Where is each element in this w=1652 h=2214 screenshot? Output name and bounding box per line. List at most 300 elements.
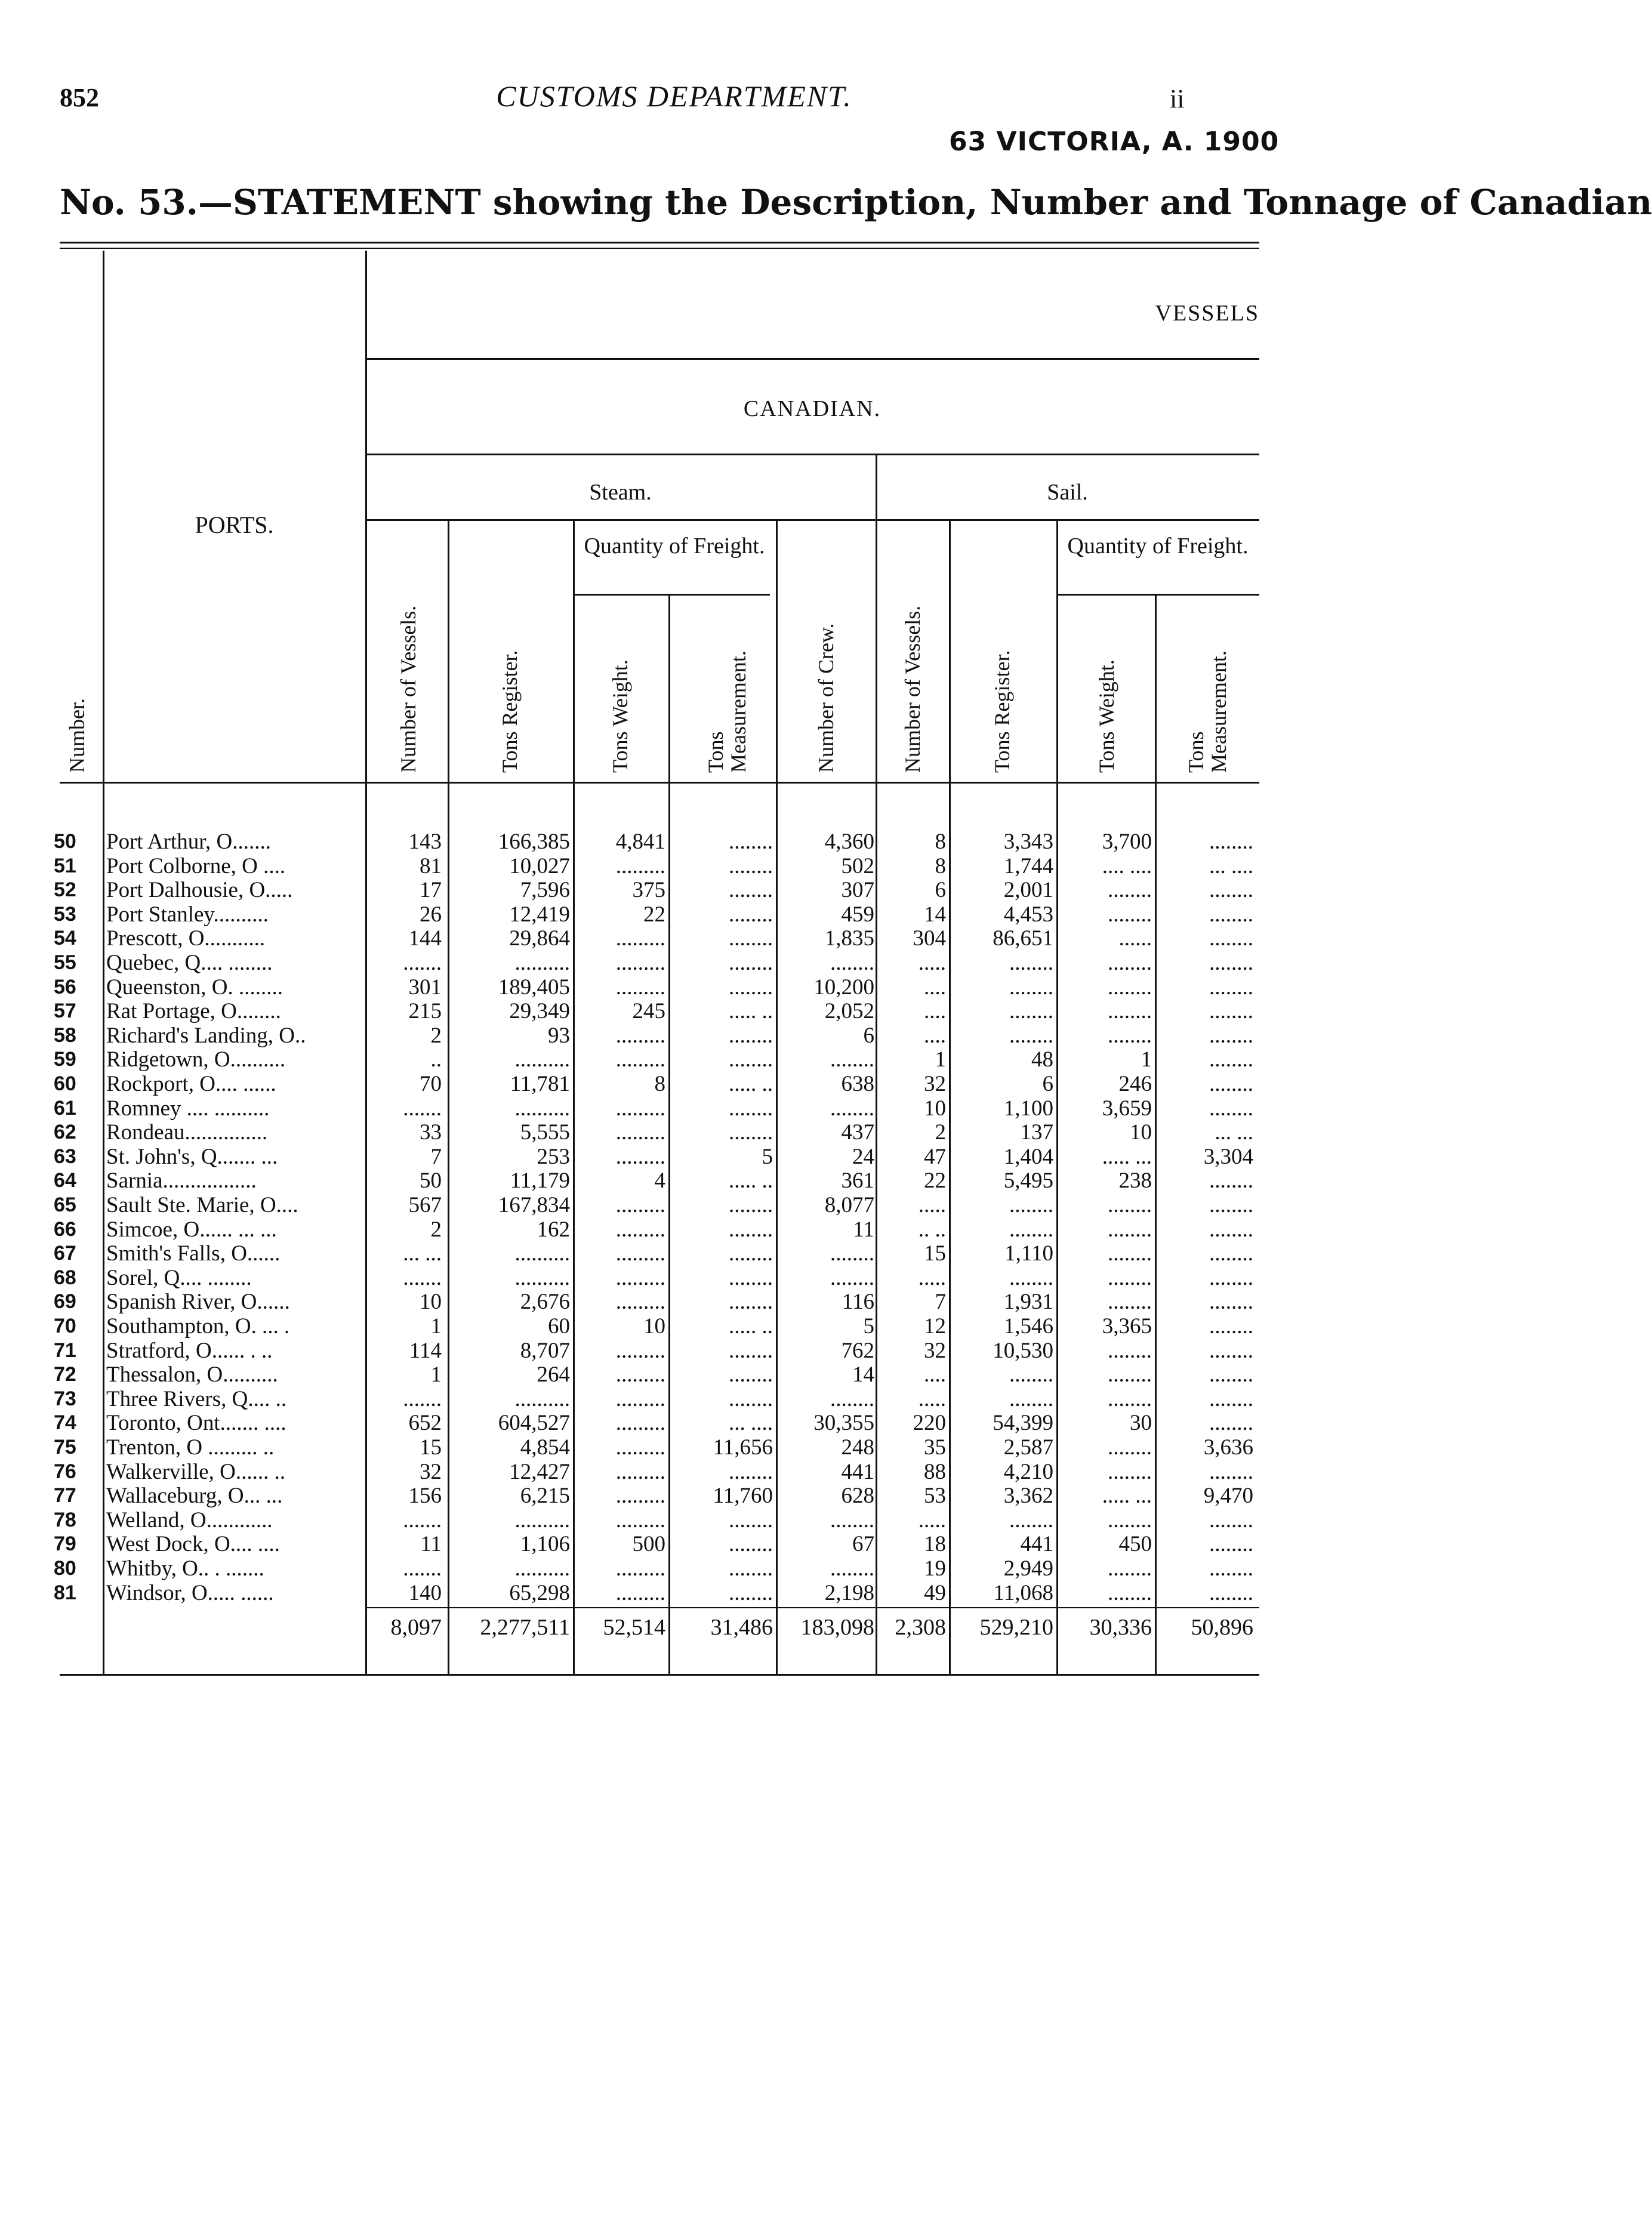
sail-measure: 3,304: [1203, 1144, 1253, 1169]
steam-register: 167,834: [498, 1193, 570, 1217]
steam-vessels: .......: [403, 1386, 442, 1411]
sail-weight: 3,365: [1102, 1314, 1152, 1339]
sail-vessels: 47: [924, 1144, 946, 1169]
sail-vessels: .....: [918, 1193, 946, 1217]
steam-vessels: .......: [403, 1096, 442, 1121]
row-number: 52: [54, 878, 76, 902]
sail-vessels: 14: [924, 902, 946, 927]
sail-register: ........: [1009, 999, 1053, 1024]
steam-register: 253: [537, 1144, 570, 1169]
crew-count: 11: [853, 1217, 874, 1242]
port-name: Trenton, O ......... ..: [106, 1435, 275, 1460]
volume-number: ii: [1170, 84, 1185, 113]
steam-register: 604,527: [498, 1411, 570, 1436]
row-number: 79: [54, 1532, 76, 1556]
table-row: [0, 1072, 1348, 1096]
sail-vessels: 22: [924, 1168, 946, 1194]
sail-measure: ........: [1209, 1338, 1253, 1363]
steam-measure: ........: [729, 1120, 773, 1145]
sail-weight: ........: [1108, 1580, 1152, 1605]
steam-weight: .........: [615, 951, 665, 975]
steam-register: 60: [548, 1314, 570, 1339]
steam-vessels: ..: [430, 1047, 442, 1072]
sail-vessels: .....: [918, 1507, 946, 1532]
steam-weight: .........: [615, 1435, 665, 1460]
table-row: [0, 1362, 1348, 1387]
sail-freight-rule: [1056, 594, 1259, 596]
sail-weight: ........: [1108, 1435, 1152, 1460]
steam-vessels: 32: [420, 1459, 442, 1484]
table-row: [0, 1411, 1348, 1435]
table-row: [0, 1387, 1348, 1411]
port-name: Simcoe, O...... ... ...: [106, 1217, 277, 1242]
sail-vessels: 304: [913, 926, 946, 951]
steam-measure: ..... ..: [729, 999, 773, 1024]
steam-vessels: 140: [408, 1580, 442, 1605]
port-name: Sarnia.................: [106, 1168, 257, 1194]
sail-weight: 30: [1130, 1411, 1152, 1436]
crew-count: 5: [863, 1314, 874, 1339]
number-column-header: Number.: [65, 698, 89, 773]
bottom-rule: [60, 1674, 1259, 1676]
row-number: 61: [54, 1096, 76, 1120]
steam-weight: 22: [643, 902, 665, 927]
steam-register: 11,781: [510, 1072, 570, 1096]
steam-weight: .........: [615, 1023, 665, 1048]
steam-register: 5,555: [520, 1120, 570, 1145]
table-row: [0, 999, 1348, 1023]
table-row: [0, 1047, 1348, 1072]
port-name: Rockport, O.... ......: [106, 1072, 276, 1096]
port-name: Welland, O............: [106, 1507, 273, 1532]
sail-measure: ........: [1209, 999, 1253, 1024]
sail-measure: ........: [1209, 926, 1253, 951]
steam-measure: ........: [729, 926, 773, 951]
steam-register: 29,864: [509, 926, 570, 951]
sail-measure: ........: [1209, 1411, 1253, 1436]
port-name: Southampton, O. ... .: [106, 1314, 290, 1339]
steam-vessels: 7: [430, 1144, 442, 1169]
steam-vessels: .......: [403, 1265, 442, 1290]
crew-count: 67: [852, 1532, 874, 1557]
steam-vessels: 652: [408, 1411, 442, 1436]
steam-measure: ........: [729, 853, 773, 878]
crew-count: ........: [830, 1047, 874, 1072]
steam-weight: 245: [632, 999, 665, 1024]
total-sail-measure: 50,896: [1191, 1615, 1253, 1640]
sail-measure: ........: [1209, 1193, 1253, 1217]
sail-measure: 9,470: [1203, 1484, 1253, 1509]
steam-weight: 500: [632, 1532, 665, 1557]
sail-vessels: ....: [924, 1362, 946, 1387]
port-name: Romney .... ..........: [106, 1096, 270, 1121]
steam-vessels: 1: [430, 1362, 442, 1387]
sail-vessels: 88: [924, 1459, 946, 1484]
sail-freight-header: Quantity of Freight.: [1067, 534, 1249, 559]
table-row: [0, 1484, 1348, 1508]
sail-vessels: 15: [924, 1241, 946, 1266]
sail-measure: ........: [1209, 1532, 1253, 1557]
table-row: [0, 1339, 1348, 1363]
crew-count: 638: [841, 1072, 874, 1096]
table-row: [0, 1145, 1348, 1169]
steam-measure: ........: [729, 1459, 773, 1484]
sail-weight: ........: [1108, 1459, 1152, 1484]
sail-register: 4,453: [1003, 902, 1053, 927]
steam-register: ..........: [514, 1241, 570, 1266]
sail-vessels: 32: [924, 1072, 946, 1096]
sail-register-header: Tons Register.: [990, 650, 1014, 773]
sail-register: 137: [1020, 1120, 1053, 1145]
row-number: 57: [54, 1000, 76, 1023]
steam-register: ..........: [514, 1096, 570, 1121]
port-name: Spanish River, O......: [106, 1290, 290, 1315]
steam-register: ..........: [514, 1386, 570, 1411]
sail-register: ........: [1009, 1362, 1053, 1387]
sail-measure: 3,636: [1203, 1435, 1253, 1460]
sail-vessels: 2: [935, 1120, 946, 1145]
sail-vessels: 35: [924, 1435, 946, 1460]
sail-vessels: ....: [924, 1023, 946, 1048]
table-row: [0, 830, 1348, 854]
sail-register: 2,587: [1003, 1435, 1053, 1460]
sail-register: 1,404: [1003, 1144, 1053, 1169]
steam-measure: ..... ..: [729, 1314, 773, 1339]
port-name: Sorel, Q.... ........: [106, 1265, 252, 1290]
sail-register: 3,362: [1003, 1484, 1053, 1509]
total-steam-weight: 52,514: [603, 1615, 665, 1640]
steam-register: 11,179: [510, 1168, 570, 1194]
total-crew: 183,098: [800, 1615, 874, 1640]
steam-weight-header: Tons Weight.: [608, 659, 632, 773]
total-sail-vessels: 2,308: [895, 1615, 946, 1640]
steam-weight: .........: [615, 1556, 665, 1581]
total-sail-register: 529,210: [979, 1615, 1053, 1640]
steam-register: ..........: [514, 1265, 570, 1290]
sail-register: 4,210: [1003, 1459, 1053, 1484]
crew-count: ........: [830, 1265, 874, 1290]
sail-vessels: .....: [918, 1386, 946, 1411]
port-name: West Dock, O.... ....: [106, 1532, 280, 1557]
steam-register: ..........: [514, 1047, 570, 1072]
session-label: 63 VICTORIA, A. 1900: [949, 127, 1280, 157]
steam-weight: .........: [615, 1338, 665, 1363]
sail-register: 10,530: [993, 1338, 1053, 1363]
sail-measure-header: Tons Measurement.: [1184, 650, 1231, 773]
row-number: 59: [54, 1048, 76, 1071]
steam-measure: ........: [729, 1386, 773, 1411]
row-number: 54: [54, 927, 76, 950]
crew-count: 24: [852, 1144, 874, 1169]
totals-row: [0, 1614, 1348, 1641]
crew-count: 307: [841, 878, 874, 903]
sail-measure: ........: [1209, 830, 1253, 854]
sail-weight: ........: [1108, 1217, 1152, 1242]
port-name: Port Dalhousie, O.....: [106, 878, 293, 903]
row-number: 56: [54, 975, 76, 998]
row-number: 50: [54, 830, 76, 853]
steam-weight: .........: [615, 1120, 665, 1145]
steam-vessels: .......: [403, 1556, 442, 1581]
sail-measure: ........: [1209, 1241, 1253, 1266]
sail-weight: ..... ...: [1102, 1144, 1152, 1169]
steam-weight: 8: [654, 1072, 665, 1096]
port-name: Windsor, O..... ......: [106, 1580, 274, 1605]
steam-measure: 11,760: [713, 1484, 773, 1509]
sail-weight: ........: [1108, 975, 1152, 1000]
sail-vessels: 10: [924, 1096, 946, 1121]
row-number: 75: [54, 1436, 76, 1458]
port-name: Port Arthur, O.......: [106, 830, 272, 854]
port-name: Quebec, Q.... ........: [106, 951, 273, 975]
row-number: 63: [54, 1145, 76, 1168]
steam-vessels: 215: [408, 999, 442, 1024]
sail-register: 54,399: [993, 1411, 1053, 1436]
sail-measure: ........: [1209, 1386, 1253, 1411]
steam-weight: .........: [615, 1241, 665, 1266]
sail-weight-header: Tons Weight.: [1095, 659, 1118, 773]
steam-register: 264: [537, 1362, 570, 1387]
crew-count: 116: [842, 1290, 874, 1315]
steam-measure: ........: [729, 1265, 773, 1290]
table-row: [0, 1241, 1348, 1266]
crew-header: Number of Crew.: [814, 623, 838, 773]
crew-count: 4,360: [824, 830, 874, 854]
sail-weight: ........: [1108, 1023, 1152, 1048]
header-bottom-rule: [60, 782, 1259, 784]
steam-measure: ..... ..: [729, 1168, 773, 1194]
row-number: 65: [54, 1194, 76, 1216]
sail-weight: ........: [1108, 1362, 1152, 1387]
crew-count: 762: [841, 1338, 874, 1363]
sail-register: 86,651: [993, 926, 1053, 951]
crew-count: ........: [830, 1096, 874, 1121]
steam-sail-rule: [365, 519, 1259, 521]
port-name: Prescott, O...........: [106, 926, 266, 951]
steam-vessels: 143: [408, 830, 442, 854]
row-number: 58: [54, 1023, 76, 1047]
crew-count: 459: [841, 902, 874, 927]
sail-weight: ........: [1108, 1338, 1152, 1363]
steam-vessels: .......: [403, 1507, 442, 1532]
steam-register: 6,215: [520, 1484, 570, 1509]
steam-vessels: 33: [420, 1120, 442, 1145]
steam-measure: ........: [729, 1580, 773, 1605]
steam-measure: ........: [729, 1290, 773, 1315]
sail-measure: ........: [1209, 902, 1253, 927]
sail-register: ........: [1009, 975, 1053, 1000]
port-name: Toronto, Ont....... ....: [106, 1411, 286, 1436]
steam-register: 166,385: [498, 830, 570, 854]
row-number: 67: [54, 1242, 76, 1265]
steam-vessels: ... ...: [403, 1241, 442, 1266]
sail-vessels: .. ..: [918, 1217, 946, 1242]
steam-measure: ........: [729, 830, 773, 854]
sail-vessels: 32: [924, 1338, 946, 1363]
sail-weight: 3,659: [1102, 1096, 1152, 1121]
sail-measure: ........: [1209, 1047, 1253, 1072]
sail-register: 2,949: [1003, 1556, 1053, 1581]
row-number: 55: [54, 951, 76, 974]
sail-register: 3,343: [1003, 830, 1053, 854]
sail-register: ........: [1009, 1217, 1053, 1242]
sail-weight: 246: [1118, 1072, 1152, 1096]
row-number: 81: [54, 1581, 76, 1604]
crew-count: 437: [841, 1120, 874, 1145]
steam-register: 29,349: [509, 999, 570, 1024]
steam-vessels: 114: [409, 1338, 442, 1363]
steam-weight: .........: [615, 1144, 665, 1169]
sail-register: 1,931: [1003, 1290, 1053, 1315]
port-name: Rat Portage, O........: [106, 999, 281, 1024]
row-number: 70: [54, 1315, 76, 1337]
port-name: Queenston, O. ........: [106, 975, 283, 1000]
steam-register: 12,427: [509, 1459, 570, 1484]
steam-register: 162: [537, 1217, 570, 1242]
sail-measure: ........: [1209, 1314, 1253, 1339]
steam-weight: .........: [615, 1507, 665, 1532]
port-name: Rondeau...............: [106, 1120, 268, 1145]
crew-count: 248: [841, 1435, 874, 1460]
steam-measure: ........: [729, 1023, 773, 1048]
table-row: [0, 854, 1348, 878]
table-row: [0, 975, 1348, 1000]
steam-register: 65,298: [509, 1580, 570, 1605]
sail-register: 48: [1031, 1047, 1053, 1072]
port-name: Thessalon, O..........: [106, 1362, 278, 1387]
steam-weight: .........: [615, 1386, 665, 1411]
table-row: [0, 1217, 1348, 1242]
sail-weight: ........: [1108, 999, 1152, 1024]
sail-register: ........: [1009, 1507, 1053, 1532]
steam-register: ..........: [514, 1507, 570, 1532]
port-name: Port Colborne, O ....: [106, 853, 286, 878]
row-number: 78: [54, 1508, 76, 1531]
steam-weight: .........: [615, 853, 665, 878]
sail-vessels: ....: [924, 999, 946, 1024]
table-row: [0, 926, 1348, 951]
steam-measure: ........: [729, 1193, 773, 1217]
table-row: [0, 902, 1348, 927]
port-name: St. John's, Q....... ...: [106, 1144, 278, 1169]
table-row: [0, 1435, 1348, 1460]
steam-measure: ........: [729, 1241, 773, 1266]
crew-count: 502: [841, 853, 874, 878]
sail-vessels: 220: [913, 1411, 946, 1436]
running-title: CUSTOMS DEPARTMENT.: [496, 79, 852, 113]
crew-count: 14: [852, 1362, 874, 1387]
table-row: [0, 1556, 1348, 1581]
sail-vessels-header: Number of Vessels.: [901, 605, 924, 773]
sail-register: 2,001: [1003, 878, 1053, 903]
sail-register: 1,100: [1003, 1096, 1053, 1121]
steam-vessels: .......: [403, 951, 442, 975]
steam-measure: ........: [729, 1362, 773, 1387]
sail-measure: ........: [1209, 951, 1253, 975]
sail-weight: ........: [1108, 902, 1152, 927]
crew-count: ........: [830, 1507, 874, 1532]
port-name: Port Stanley..........: [106, 902, 269, 927]
crew-count: 8,077: [824, 1193, 874, 1217]
port-name: Smith's Falls, O......: [106, 1241, 281, 1266]
steam-weight: 375: [632, 878, 665, 903]
steam-measure: ........: [729, 1047, 773, 1072]
steam-weight: .........: [615, 1290, 665, 1315]
table-row: [0, 1460, 1348, 1484]
steam-weight: .........: [615, 1362, 665, 1387]
steam-vessels: 70: [420, 1072, 442, 1096]
steam-register-header: Tons Register.: [498, 650, 522, 773]
row-number: 60: [54, 1072, 76, 1095]
steam-measure: ........: [729, 1556, 773, 1581]
row-number: 53: [54, 902, 76, 926]
port-name: Sault Ste. Marie, O....: [106, 1193, 298, 1217]
sail-measure: ........: [1209, 1072, 1253, 1096]
steam-measure: 11,656: [713, 1435, 773, 1460]
sail-register: 1,744: [1003, 853, 1053, 878]
steam-vessels: 2: [430, 1023, 442, 1048]
sail-measure: ........: [1209, 1023, 1253, 1048]
total-sail-weight: 30,336: [1089, 1615, 1152, 1640]
page-number: 852: [60, 83, 99, 112]
sail-weight: 450: [1118, 1532, 1152, 1557]
table-row: [0, 1193, 1348, 1217]
sail-weight: ........: [1108, 1556, 1152, 1581]
sail-measure: ........: [1209, 1290, 1253, 1315]
port-name: Wallaceburg, O... ...: [106, 1484, 283, 1509]
sail-measure: ... ...: [1215, 1120, 1253, 1145]
sail-vessels: 7: [935, 1290, 946, 1315]
sail-weight: 3,700: [1102, 830, 1152, 854]
steam-register: ..........: [514, 951, 570, 975]
sail-register: ........: [1009, 951, 1053, 975]
steam-register: 93: [548, 1023, 570, 1048]
row-number: 69: [54, 1290, 76, 1313]
sail-weight: ........: [1108, 1386, 1152, 1411]
steam-vessels: 301: [408, 975, 442, 1000]
port-name: Walkerville, O...... ..: [106, 1459, 286, 1484]
sail-weight: 1: [1141, 1047, 1152, 1072]
sail-register: ........: [1009, 1386, 1053, 1411]
steam-register: 2,676: [520, 1290, 570, 1315]
sail-measure: ........: [1209, 1217, 1253, 1242]
crew-count: 361: [841, 1168, 874, 1194]
steam-vessels: 26: [420, 902, 442, 927]
steam-vessels: 567: [408, 1193, 442, 1217]
steam-vessels: 17: [420, 878, 442, 903]
row-number: 66: [54, 1217, 76, 1241]
sail-measure: ........: [1209, 1362, 1253, 1387]
steam-measure: ........: [729, 1532, 773, 1557]
table-row: [0, 951, 1348, 975]
table-row: [0, 1168, 1348, 1193]
row-number: 51: [54, 854, 76, 877]
steam-weight: .........: [615, 1193, 665, 1217]
sail-register: 1,546: [1003, 1314, 1053, 1339]
sail-weight: ........: [1108, 1290, 1152, 1315]
total-steam-measure: 31,486: [710, 1615, 773, 1640]
sail-weight: ........: [1108, 1507, 1152, 1532]
row-number: 71: [54, 1339, 76, 1362]
steam-vessels: 156: [408, 1484, 442, 1509]
sail-vessels: 8: [935, 853, 946, 878]
sail-register: 1,110: [1004, 1241, 1053, 1266]
sail-measure: ........: [1209, 1459, 1253, 1484]
sail-register: 5,495: [1003, 1168, 1053, 1194]
sail-measure: ........: [1209, 1580, 1253, 1605]
vessels-rule: [365, 358, 1259, 360]
ports-header: PORTS.: [195, 511, 274, 538]
